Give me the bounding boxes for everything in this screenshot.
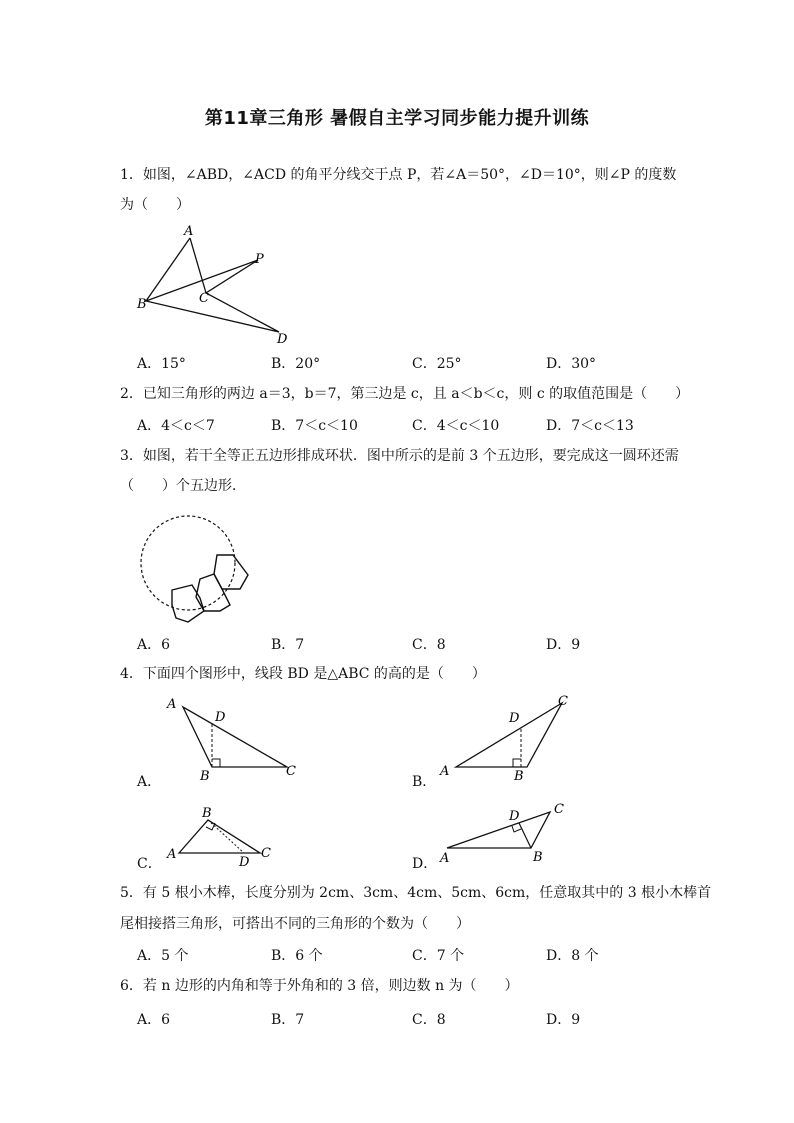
q6-option-b[interactable]: B．7: [271, 1012, 305, 1028]
q4-figure-d: [432, 798, 582, 868]
q2-options: [137, 415, 697, 439]
q4b-label-A: A: [440, 764, 450, 779]
q1-label-B: B: [137, 297, 147, 312]
q1-label-C: C: [199, 291, 209, 306]
q5-stem-line2: 尾相接搭三角形，可搭出不同的三角形的个数为（ ）: [120, 916, 470, 932]
q4a-label-A: A: [167, 697, 177, 712]
q1-option-d[interactable]: D．30°: [546, 356, 597, 372]
q3-option-b[interactable]: B．7: [271, 637, 305, 653]
q4-option-a[interactable]: A．: [137, 774, 162, 790]
q5-option-b[interactable]: B．6 个: [271, 948, 323, 964]
q1-option-b[interactable]: B．20°: [271, 356, 321, 372]
q4-option-c[interactable]: C．: [137, 856, 162, 872]
q4c-label-B: B: [202, 806, 212, 821]
q3-option-a[interactable]: A．6: [137, 637, 171, 653]
page-title: 第11章三角形 暑假自主学习同步能力提升训练: [204, 108, 590, 129]
q5-option-c[interactable]: C．7 个: [412, 948, 465, 964]
q1-label-P: P: [255, 252, 264, 267]
q4a-label-B: B: [200, 769, 210, 783]
q4d-label-B: B: [533, 850, 543, 865]
q4c-label-A: A: [167, 847, 177, 862]
q3-options: [137, 634, 697, 658]
q6-option-a[interactable]: A．6: [137, 1012, 171, 1028]
q4-figure-b: [432, 693, 582, 783]
q1-label-D: D: [277, 332, 288, 347]
q3-stem-line2: （ ）个五边形．: [120, 478, 246, 494]
q6-options: [137, 1009, 697, 1033]
q1-options: [137, 353, 697, 377]
q4d-label-C: C: [554, 802, 564, 817]
q1-label-A: A: [184, 224, 194, 239]
q1-figure: [130, 222, 300, 347]
q3-option-d[interactable]: D．9: [546, 637, 581, 653]
q4-figure-c: [160, 803, 285, 868]
q4d-label-A: A: [440, 851, 450, 866]
q1-option-c[interactable]: C．25°: [412, 356, 462, 372]
q4b-label-D: D: [509, 711, 520, 726]
q2-option-a[interactable]: A．4＜c＜7: [137, 418, 215, 434]
q4-option-d[interactable]: D．: [412, 856, 438, 872]
q4c-label-D: D: [239, 855, 250, 868]
q3-stem-line1: 3．如图，若干全等正五边形排成环状．图中所示的是前 3 个五边形，要完成这一圆环还需: [120, 448, 679, 464]
q5-option-a[interactable]: A．5 个: [137, 948, 189, 964]
q3-figure: [132, 505, 257, 627]
q5-options: [137, 945, 697, 969]
q1-stem-line1: 1．如图，∠ABD，∠ACD 的角平分线交于点 P，若∠A＝50°，∠D＝10°，则∠P 的度数: [120, 167, 677, 183]
q2-option-c[interactable]: C．4＜c＜10: [412, 418, 500, 434]
q6-option-d[interactable]: D．9: [546, 1012, 581, 1028]
q2-stem-line1: 2．已知三角形的两边 a＝3，b＝7，第三边是 c，且 a＜b＜c，则 c 的取值范围是（ ）: [120, 386, 690, 402]
q2-option-d[interactable]: D．7＜c＜13: [546, 418, 634, 434]
q4a-label-C: C: [286, 764, 296, 779]
q4-option-b[interactable]: B．: [412, 774, 437, 790]
q4-stem-line1: 4．下面四个图形中，线段 BD 是△ABC 的高的是（ ）: [120, 666, 486, 682]
q4b-label-C: C: [558, 694, 568, 709]
q5-stem-line1: 5．有 5 根小木棒，长度分别为 2cm、3cm、4cm、5cm、6cm，任意取其中的 3 根小木棒首: [120, 885, 712, 901]
q3-option-c[interactable]: C．8: [412, 637, 446, 653]
q1-option-a[interactable]: A．15°: [137, 356, 186, 372]
q6-option-c[interactable]: C．8: [412, 1012, 446, 1028]
q4c-label-C: C: [261, 846, 271, 861]
q4-figure-a: [160, 693, 310, 783]
q6-stem-line1: 6．若 n 边形的内角和等于外角和的 3 倍，则边数 n 为（ ）: [120, 978, 519, 994]
q4d-label-D: D: [509, 809, 520, 824]
q1-stem-line2: 为（ ）: [120, 197, 190, 213]
q4b-label-B: B: [514, 769, 524, 783]
q4a-label-D: D: [215, 710, 226, 725]
q5-option-d[interactable]: D．8 个: [546, 948, 599, 964]
q2-option-b[interactable]: B．7＜c＜10: [271, 418, 358, 434]
